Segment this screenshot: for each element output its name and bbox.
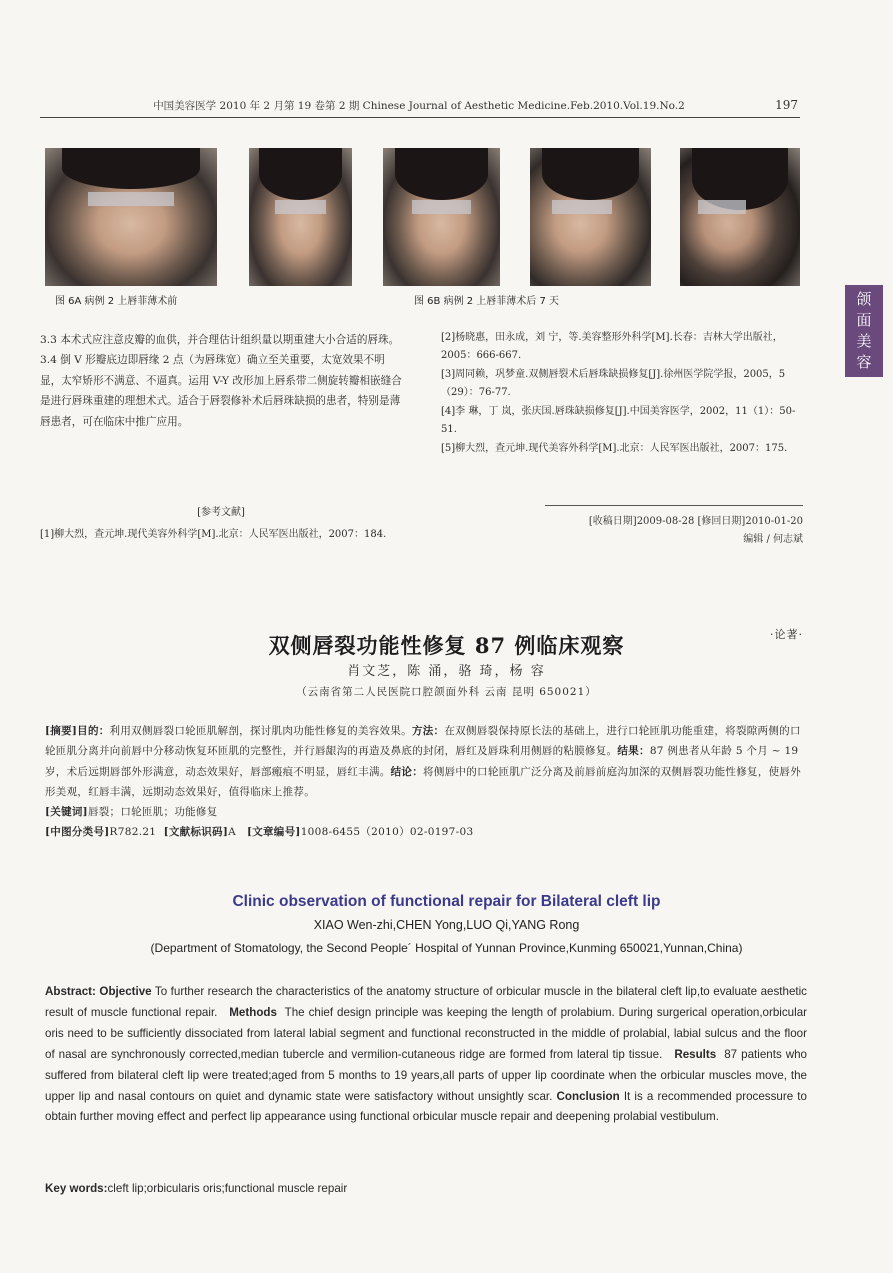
methods-text-en: The chief design principle was keeping the length of prolabium. During surgerical operation,orbicular oris need to be sufficiently dissociated from lateral labial segment and functional reconstructed in the middle of prolabial, labial sulcus and the floor of nasal are synchronously corrected,median tubercle and vermilion-cutaneous ridge are formed from lateral tip tissue. — [45, 1005, 808, 1061]
article-authors-en: XIAO Wen-zhi,CHEN Yong,LUO Qi,YANG Rong — [313, 918, 580, 932]
article-affiliation-en: (Department of Stomatology, the Second People´ Hospital of Yunnan Province,Kunming 650021,Yunnan,China) — [150, 941, 743, 955]
keywords-text-en: cleft lip;orbicularis oris;functional muscle repair — [107, 1182, 348, 1195]
received-revised-dates: [收稿日期]2009-08-28 [修回日期]2010-01-20 — [588, 516, 803, 527]
methods-label-en: Methods — [229, 1005, 277, 1019]
running-header — [40, 98, 798, 113]
keywords-label-cn: [关键词] — [45, 806, 88, 819]
dates-rule — [545, 505, 803, 506]
abstract-en — [45, 982, 807, 1128]
conclusion-label-en: Conclusion — [556, 1089, 620, 1103]
reference-3: [3]周同赖，巩梦童.双侧唇裂术后唇珠缺损修复[J].徐州医学院学报，2005，5（29）：76-77. — [441, 369, 786, 398]
article-title-en: Clinic observation of functional repair for Bilateral cleft lip — [232, 893, 661, 910]
keywords-text-cn: 唇裂；口轮匝肌；功能修复 — [87, 806, 218, 819]
article-id-label: [文章编号] — [246, 826, 301, 839]
clc-code: R782.21 — [109, 826, 157, 839]
classification-line — [45, 822, 805, 842]
side-tab-char-1: 颌 — [856, 290, 872, 308]
conclusion-label-cn: 结论： — [390, 765, 424, 778]
method-label-cn: 方法： — [411, 725, 445, 737]
method-text-cn: 在双侧唇裂保持原长法的基础上，进行口轮匝肌功能重建，将裂隙两侧的口轮匝肌分离并向前唇中分移动恢复环匝肌的完整性，并行唇龈沟的再造及鼻底的封闭，唇红及唇珠利用侧唇的粘膜修复。 — [45, 725, 801, 758]
article-title-cn: 双侧唇裂功能性修复 87 例临床观察 — [268, 633, 625, 658]
objective-text-cn: 利用双侧唇裂口轮匝肌解剖，探讨肌肉功能性修复的美容效果。 — [109, 725, 412, 737]
keywords-cn — [45, 802, 805, 822]
dates-block — [440, 513, 803, 549]
side-tab-char-4: 容 — [856, 353, 872, 371]
section-side-tab — [845, 285, 883, 377]
left-references — [40, 504, 402, 545]
section-tag: ·论著· — [770, 628, 803, 641]
article-authors-cn: 肖文芝，陈 涌，骆 琦，杨 容 — [347, 664, 546, 679]
abstract-cn-body — [45, 721, 805, 802]
reference-4: [4]李 琳，丁 岚，张庆国.唇珠缺损修复[J].中国美容医学，2002，11（1）：50-51. — [441, 406, 796, 435]
results-text-en: 87 patients who suffered from bilateral cleft lip were treated;aged from 5 months to 19 years,all parts of upper lip coordinate when the orbicular muscles move, the upper lip and nasal contours on quiet and dynamic state were satisfactory without unsightly scar. — [45, 1047, 808, 1103]
right-references — [441, 329, 803, 460]
abstract-label-cn: [摘要] — [45, 725, 78, 737]
conclusion-text-en: It is a recommended processure to obtain further moving effect and perfect lip appearance using functional orbicular muscle repair and deepening prolabial vestibulum. — [45, 1089, 807, 1124]
left-column-body — [40, 330, 402, 432]
abstract-en-body — [45, 982, 807, 1128]
figure-6b-photo-3 — [530, 148, 651, 286]
keywords-label-en: Key words: — [45, 1182, 108, 1195]
objective-label-cn: 目的： — [77, 725, 110, 737]
doc-code-label: [文献标识码] — [163, 826, 229, 839]
objective-text-en: To further research the characteristics of the anatomy structure of orbicular muscle in the bilateral cleft lip,to evaluate aesthetic result of muscle functional repair. — [45, 985, 807, 1019]
article-affiliation-cn: （云南省第二人民医院口腔颌面外科 云南 昆明 650021） — [296, 686, 597, 698]
abstract-cn — [45, 721, 805, 843]
doc-code: A — [228, 826, 237, 839]
editor-credit: 编辑 / 何志斌 — [743, 534, 803, 545]
page-number: 197 — [775, 98, 798, 112]
running-title: 中国美容医学 2010 年 2 月第 19 卷第 2 期 Chinese Journal of Aesthetic Medicine.Feb.2010.Vol.19.No.2 — [153, 100, 685, 112]
figure-6b-photo-2 — [383, 148, 500, 286]
results-label-en: Results — [674, 1047, 717, 1061]
paragraph-3-3: 3.3 本术式应注意皮瓣的血供，并合理估计组织量以期重建大小合适的唇珠。 — [40, 334, 400, 346]
abstract-label-en: Abstract: — [45, 985, 96, 998]
article-id: 1008-6455（2010）02-0197-03 — [300, 826, 474, 839]
header-rule — [40, 117, 800, 118]
result-text-cn: 87 例患者从年龄 5 个月 ~ 19 岁，术后远期唇部外形满意，动态效果好，唇部瘢痕不明显，唇红丰满。 — [45, 745, 799, 778]
references-heading: [参考文献] — [197, 507, 245, 518]
conclusion-text-cn: 将侧唇中的口轮匝肌广泛分离及前唇前庭沟加深的双侧唇裂功能性修复，使唇外形美观，红唇丰满，远期动态效果好，值得临床上推荐。 — [45, 765, 802, 798]
reference-5: [5]柳大烈，查元坤.现代美容外科学[M].北京：人民军医出版社，2007：175. — [441, 443, 788, 454]
figure-6b-photo-1 — [249, 148, 352, 286]
result-label-cn: 结果： — [617, 745, 650, 758]
reference-2: [2]杨晓惠，田永成，刘 宁，等.美容整形外科学[M].长春：吉林大学出版社，2005：666-667. — [441, 332, 783, 361]
figure-6b-caption: 图 6B 病例 2 上唇菲薄术后 7 天 — [414, 296, 560, 307]
keywords-en — [45, 1182, 805, 1195]
figure-6a-photo — [45, 148, 217, 286]
objective-label-en: Objective — [99, 985, 152, 998]
side-tab-char-3: 美 — [856, 332, 872, 350]
figure-6a-caption: 图 6A 病例 2 上唇菲薄术前 — [55, 296, 178, 307]
clc-label: [中图分类号] — [45, 826, 110, 839]
side-tab-char-2: 面 — [856, 311, 872, 329]
reference-1: [1]柳大烈，查元坤.现代美容外科学[M].北京：人民军医出版社，2007：184. — [40, 528, 387, 540]
figure-6b-photo-4 — [680, 148, 800, 286]
paragraph-3-4: 3.4 倒 V 形瓣底边即唇缘 2 点（为唇珠宽）确立至关重要，太宽效果不明显，太窄矫形不满意、不逼真。运用 V-Y 改形加上唇系带二侧旋转瓣相嵌缝合是进行唇珠重建的理想术式。适合于唇裂修补术后唇珠缺损的患者，特别是薄唇患者，可在临床中推广应用。 — [40, 354, 402, 428]
